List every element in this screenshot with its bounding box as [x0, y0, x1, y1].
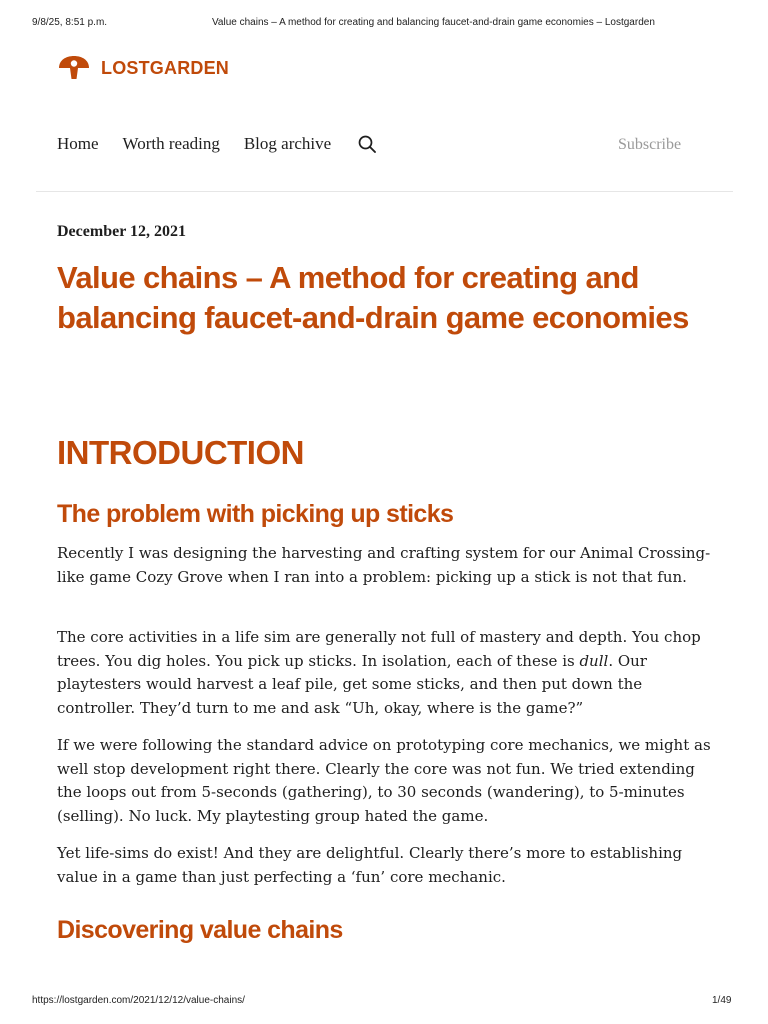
paragraph-2-text-b: . Our playtesters would harvest a leaf pile, get some sticks, and then put down the controller. They’d turn to me and ask “Uh, okay, where is the game?” — [57, 651, 647, 717]
nav-item-worth-reading[interactable]: Worth reading — [122, 134, 220, 153]
print-page-number: 1/49 — [712, 995, 732, 1006]
paragraph-4: Yet life-sims do exist! And they are delightful. Clearly there’s more to establishing value in a game than just perfecting a ‘fun’ core mechanic. — [57, 844, 683, 886]
header-divider — [36, 191, 733, 192]
subheading-picking-up-sticks: The problem with picking up sticks — [57, 500, 454, 528]
subheading-discovering-value-chains: Discovering value chains — [57, 916, 343, 944]
post-date: December 12, 2021 — [57, 223, 186, 240]
paragraph-3: If we were following the standard advice on prototyping core mechanics, we might as well stop development right there. Clearly the core was not fun. We tried extending the loops out from 5-seconds (gathering), to 30 seconds (wandering), to 5-minutes (selling). No luck. My playtesting group hated the game. — [57, 736, 711, 825]
print-page-title: Value chains – A method for creating and balancing faucet-and-drain game economies – Lostgarden — [212, 17, 655, 28]
print-url: https://lostgarden.com/2021/12/12/value-chains/ — [32, 995, 245, 1006]
paragraph-2 — [57, 626, 717, 720]
emphasis-dull: dull — [579, 651, 609, 670]
site-brand[interactable] — [57, 55, 229, 81]
main-nav — [57, 134, 377, 154]
print-timestamp: 9/8/25, 8:51 p.m. — [32, 17, 108, 28]
paragraph-2-text-a: The core activities in a life sim are generally not full of mastery and depth. You chop trees. You dig holes. You pick up sticks. In isolation, each of these is — [57, 628, 701, 670]
subscribe-link[interactable]: Subscribe — [618, 136, 682, 153]
post-title: Value chains – A method for creating and balancing faucet-and-drain game economies — [57, 260, 689, 335]
nav-item-home[interactable]: Home — [57, 134, 99, 153]
mushroom-logo-icon — [57, 55, 91, 81]
nav-item-blog-archive[interactable]: Blog archive — [243, 134, 332, 153]
site-name: LOSTGARDEN — [101, 57, 229, 78]
section-heading-introduction: INTRODUCTION — [57, 434, 304, 471]
paragraph-1: Recently I was designing the harvesting and crafting system for our Animal Crossing-like game Cozy Grove when I ran into a problem: picking up a stick is not that fun. — [57, 544, 711, 586]
search-icon[interactable] — [357, 134, 377, 154]
